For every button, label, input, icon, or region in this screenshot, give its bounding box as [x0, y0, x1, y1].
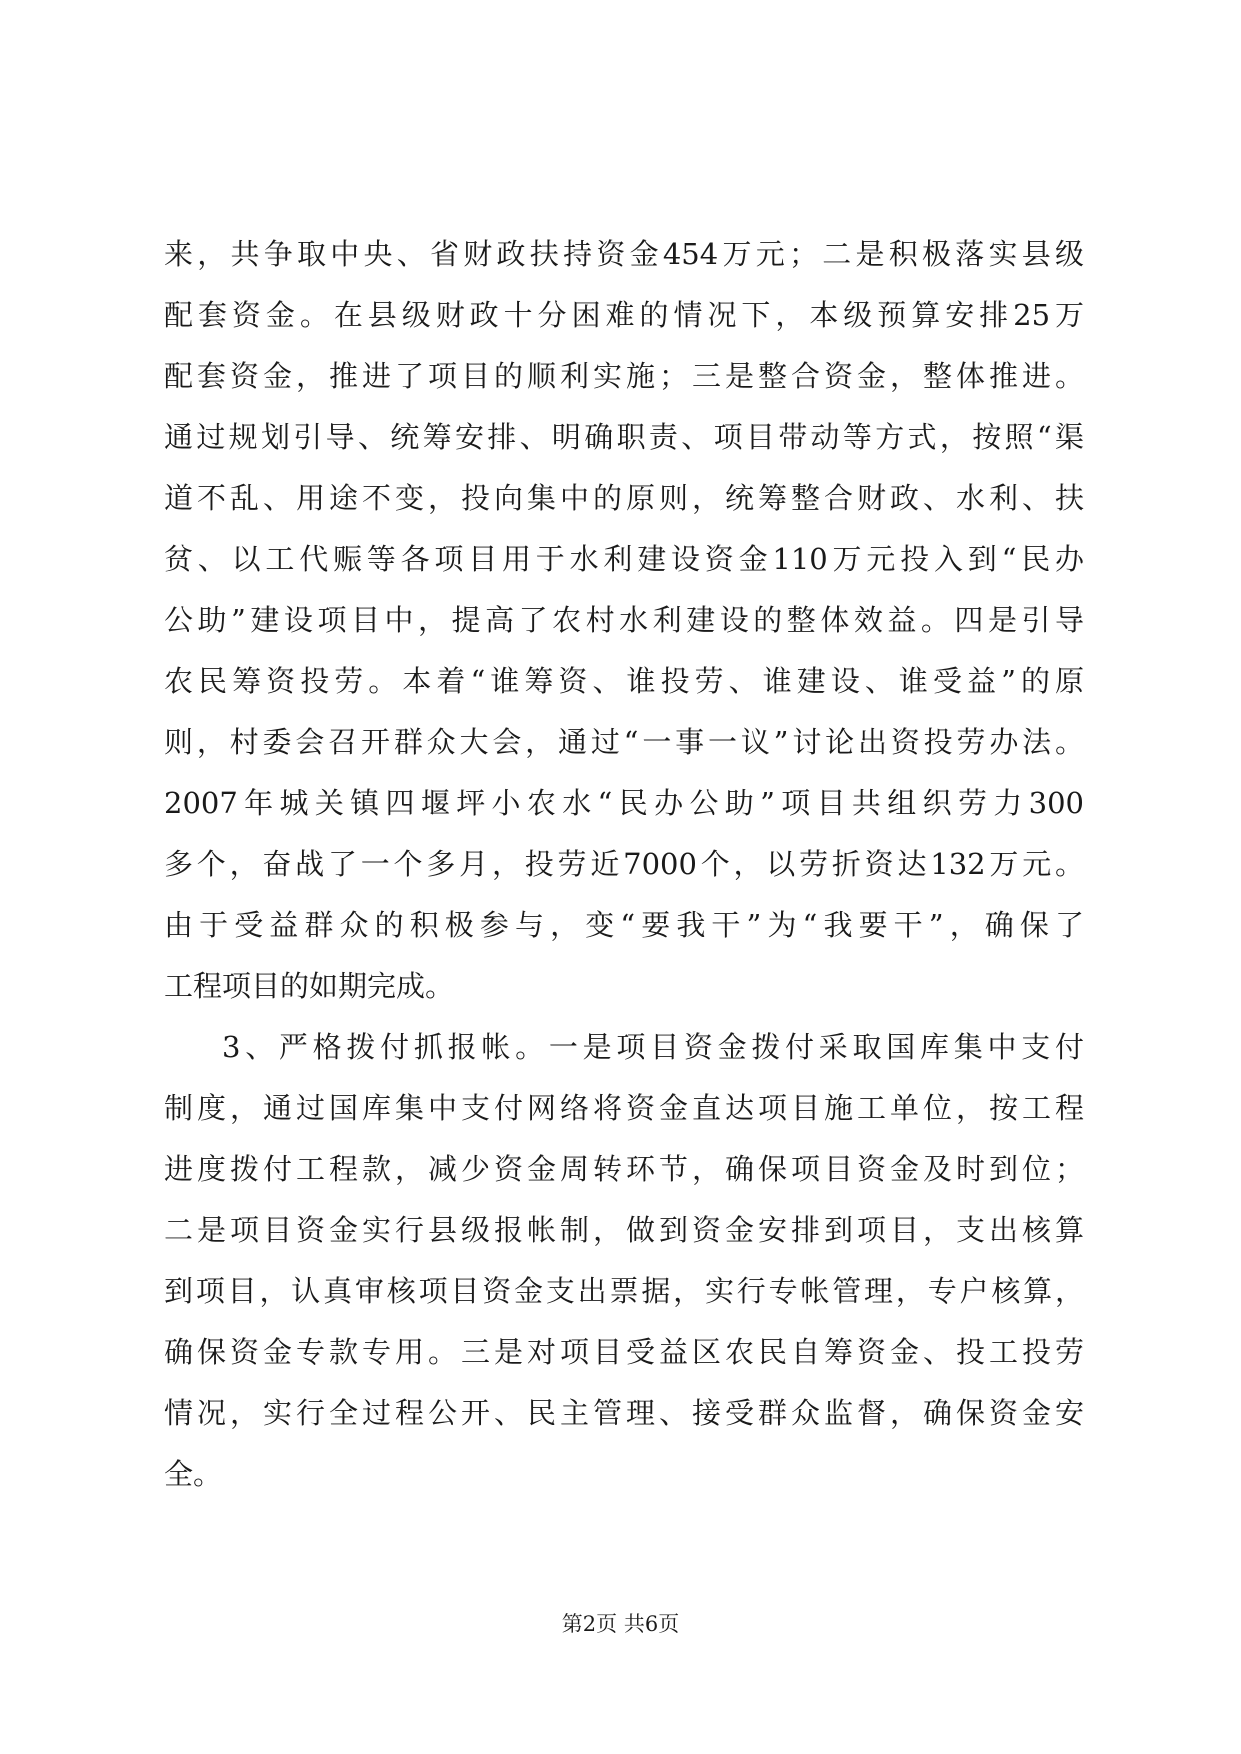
- document-body: [164, 224, 1084, 1505]
- text-line: 配套资金，推进了项目的顺利实施；三是整合资金，整体推进。: [164, 359, 1084, 393]
- text-line: 来，共争取中央、省财政扶持资金454万元；二是积极落实县级: [164, 237, 1084, 271]
- text-line: 道不乱、用途不变，投向集中的原则，统筹整合财政、水利、扶: [164, 481, 1084, 515]
- text-line: 则，村委会召开群众大会，通过“一事一议”讨论出资投劳办法。: [164, 725, 1084, 759]
- text-line: 工程项目的如期完成。: [164, 969, 455, 1003]
- text-line: 贫、以工代赈等各项目用于水利建设资金110万元投入到“民办: [164, 542, 1084, 576]
- page-footer: 第2页 共6页: [561, 1612, 680, 1636]
- text-line: 3、严格拨付抓报帐。一是项目资金拨付采取国库集中支付: [222, 1030, 1084, 1064]
- text-line: 二是项目资金实行县级报帐制，做到资金安排到项目，支出核算: [164, 1213, 1084, 1247]
- text-line: 公助”建设项目中，提高了农村水利建设的整体效益。四是引导: [164, 603, 1084, 637]
- text-line: 到项目，认真审核项目资金支出票据，实行专帐管理，专户核算，: [164, 1274, 1084, 1308]
- text-line: 农民筹资投劳。本着“谁筹资、谁投劳、谁建设、谁受益”的原: [164, 664, 1084, 698]
- text-line: 通过规划引导、统筹安排、明确职责、项目带动等方式，按照“渠: [164, 420, 1084, 454]
- text-line: 由于受益群众的积极参与，变“要我干”为“我要干”，确保了: [164, 908, 1084, 942]
- text-line: 2007年城关镇四堰坪小农水“民办公助”项目共组织劳力300: [164, 786, 1084, 820]
- text-line: 确保资金专款专用。三是对项目受益区农民自筹资金、投工投劳: [164, 1335, 1084, 1369]
- text-line: 情况，实行全过程公开、民主管理、接受群众监督，确保资金安: [164, 1396, 1084, 1430]
- text-line: 配套资金。在县级财政十分困难的情况下，本级预算安排25万: [164, 298, 1084, 332]
- text-line: 全。: [164, 1457, 223, 1491]
- text-line: 多个，奋战了一个多月，投劳近7000个，以劳折资达132万元。: [164, 847, 1084, 881]
- text-line: 进度拨付工程款，减少资金周转环节，确保项目资金及时到位；: [164, 1152, 1084, 1186]
- text-line: 制度，通过国库集中支付网络将资金直达项目施工单位，按工程: [164, 1091, 1084, 1125]
